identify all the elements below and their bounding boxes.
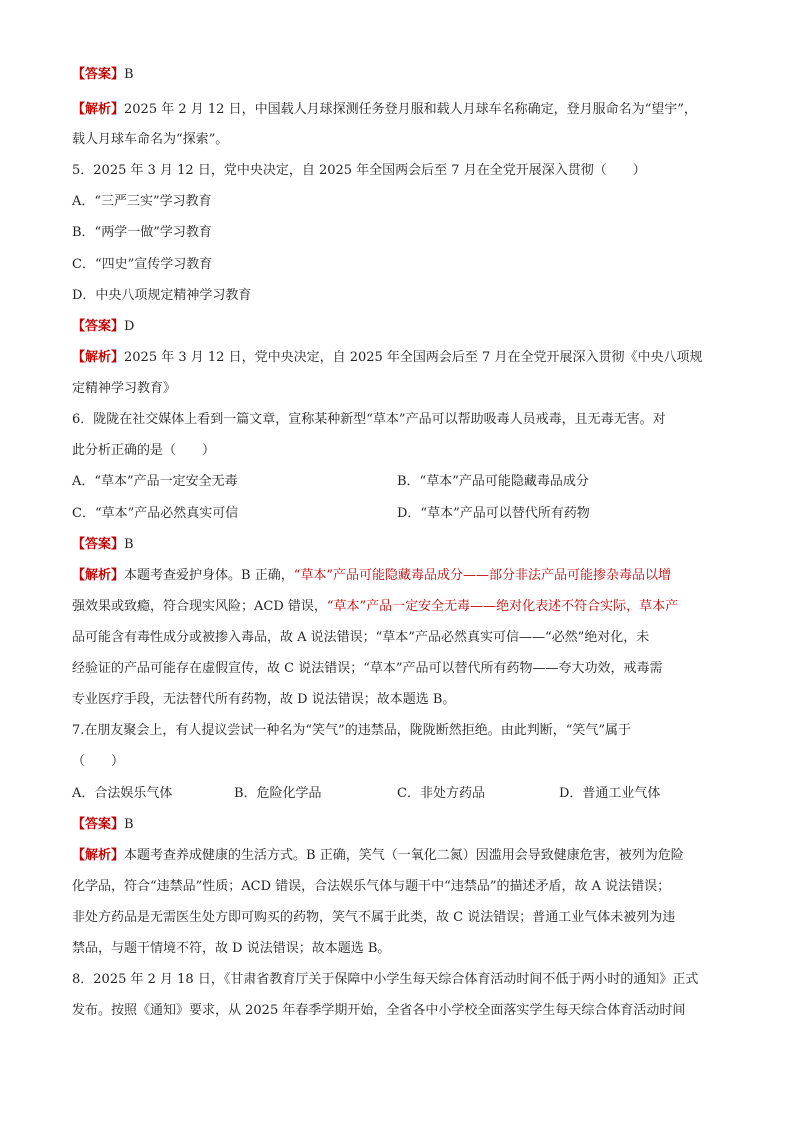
- analysis-line: 禁品，与题干情境不符，故 D 说法错误；故本题选 B。: [72, 941, 391, 956]
- analysis-line: 专业医疗手段，无法替代所有药物，故 D 说法错误；故本题选 B。: [72, 692, 456, 707]
- option-c: C．非处方药品: [397, 786, 485, 801]
- analysis-label: 【解析】: [72, 350, 125, 365]
- analysis-label: 【解析】: [72, 848, 125, 863]
- answer-label: 【答案】: [72, 817, 125, 832]
- analysis-line: 载人月球车命名为“探索”。: [72, 132, 229, 147]
- answer-line-q5: [72, 318, 134, 336]
- option-d: D．“草本”产品可以替代所有药物: [397, 506, 590, 521]
- answer-label: 【答案】: [72, 537, 125, 552]
- option-a: A．合法娱乐气体: [72, 786, 173, 801]
- answer-value: D: [124, 319, 135, 334]
- question-stem-q6: 6．陇陇在社交媒体上看到一篇文章，宣称某种新型“草本”产品可以帮助吸毒人员戒毒，且无毒无害。对: [72, 412, 666, 427]
- option-d: D．普通工业气体: [559, 786, 661, 801]
- answer-value: B: [124, 537, 134, 552]
- analysis-line: 【解析】本题考查爱护身体。B 正确，“草本”产品可能隐藏毒品成分——部分非法产品可能掺杂毒品以增: [72, 568, 671, 583]
- option-a: A．“草本”产品一定安全无毒: [72, 474, 238, 489]
- analysis-label: 【解析】: [72, 102, 125, 117]
- analysis-label: 【解析】: [72, 568, 125, 583]
- analysis-line: 【解析】2025 年 2 月 12 日，中国载人月球探测任务登月服和载人月球车名称确定，登月服命名为“望宇”，: [72, 102, 697, 117]
- option-a: A．“三严三实”学习教育: [72, 194, 212, 209]
- answer-value: B: [124, 817, 134, 832]
- question-stem-q8: 8．2025 年 2 月 18 日，《甘肃省教育厅关于保障中小学生每天综合体育活动时间不低于两小时的通知》正式: [72, 972, 699, 987]
- question-stem-q5: 5．2025 年 3 月 12 日，党中央决定，自 2025 年全国两会后至 7 月在全党开展深入贯彻（ ）: [72, 163, 646, 178]
- answer-line-q7: [72, 816, 134, 834]
- analysis-line: 经验证的产品可能存在虚假宣传，故 C 说法错误；“草本”产品可以替代所有药物——夸大功效，戒毒需: [72, 661, 663, 676]
- question-stem-q7-cont: （ ）: [72, 754, 125, 769]
- analysis-line: 品可能含有毒性成分或被掺入毒品，故 A 说法错误；“草本”产品必然真实可信——“必然”绝对化，未: [72, 630, 650, 645]
- answer-line-q4: [72, 66, 134, 84]
- answer-label: 【答案】: [72, 319, 125, 334]
- analysis-line: 强效果或致瘾，符合现实风险；ACD 错误，“草本”产品一定安全无毒——绝对化表述不符合实际，草本产: [72, 599, 679, 614]
- question-stem-q7: 7.在朋友聚会上，有人提议尝试一种名为“笑气”的违禁品，陇陇断然拒绝。由此判断，“笑气”属于: [72, 723, 631, 738]
- answer-value: B: [124, 67, 134, 82]
- analysis-line: 【解析】2025 年 3 月 12 日，党中央决定，自 2025 年全国两会后至 7 月在全党开展深入贯彻《中央八项规: [72, 350, 703, 365]
- question-stem-q8-cont: 发布。按照《通知》要求，从 2025 年春季学期开始，全省各中小学校全面落实学生每天综合体育活动时间: [72, 1003, 686, 1018]
- option-b: B．危险化学品: [234, 786, 322, 801]
- option-c: C．“草本”产品必然真实可信: [72, 506, 239, 521]
- analysis-line: 【解析】本题考查养成健康的生活方式。B 正确，笑气（一氧化二氮）因滥用会导致健康危害，被列为危险: [72, 848, 684, 863]
- analysis-line: 定精神学习教育》: [72, 381, 177, 396]
- option-b: B．“两学一做”学习教育: [72, 225, 212, 240]
- option-d: D．中央八项规定精神学习教育: [72, 288, 252, 303]
- answer-line-q6: [72, 536, 134, 554]
- analysis-line: 化学品，符合“违禁品”性质；ACD 错误，合法娱乐气体与题干中“违禁品”的描述矛盾，故 A 说法错误；: [72, 879, 671, 894]
- option-c: C．“四史”宣传学习教育: [72, 257, 213, 272]
- answer-label: 【答案】: [72, 67, 125, 82]
- option-b: B．“草本”产品可能隐藏毒品成分: [397, 474, 589, 489]
- question-stem-q6-cont: 此分析正确的是（ ）: [72, 443, 216, 458]
- analysis-line: 非处方药品是无需医生处方即可购买的药物，笑气不属于此类，故 C 说法错误；普通工业气体未被列为违: [72, 910, 676, 925]
